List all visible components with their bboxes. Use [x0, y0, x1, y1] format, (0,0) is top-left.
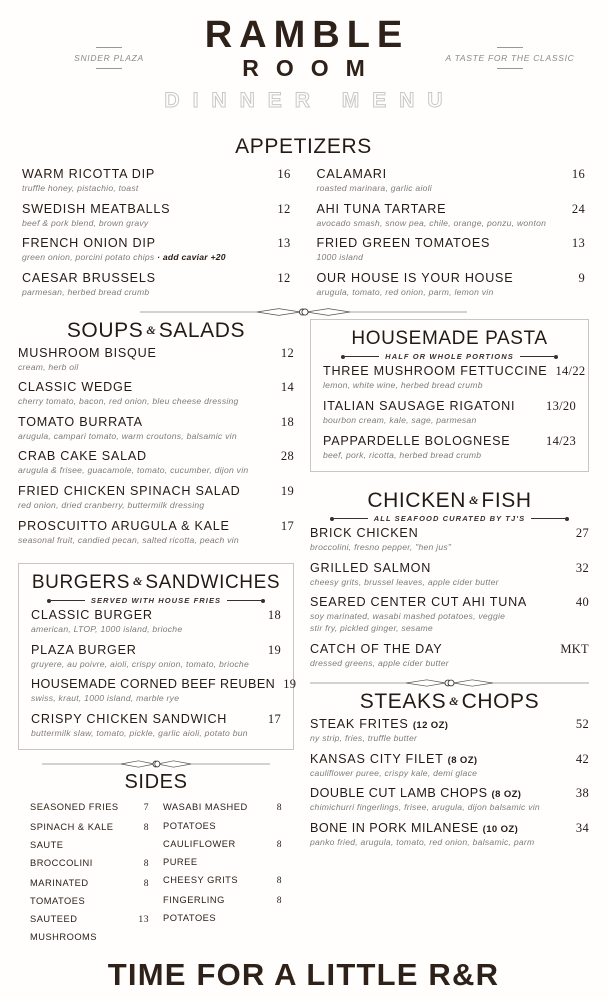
title-part-a: SOUPS	[66, 319, 144, 343]
menu-item	[22, 202, 291, 230]
steaks-chops-title	[310, 690, 589, 713]
item-description	[22, 252, 280, 264]
rule-bottom-left	[96, 68, 122, 69]
menu-kicker: DINNER MENU	[164, 89, 456, 113]
item-name: THREE MUSHROOM FETTUCCINE	[323, 364, 548, 379]
item-description: soy marinated, wasabi mashed potatoes, veggie stir fry, pickled ginger, sesame	[310, 611, 506, 634]
appetizers-right-column	[317, 164, 586, 305]
item-description: beef, pork, ricotta, herbed bread crumb	[323, 449, 482, 460]
menu-item	[31, 677, 297, 705]
side-name: SEASONED FRIES	[30, 802, 119, 813]
side-price: 8	[143, 858, 149, 870]
sides-left-list	[30, 798, 149, 946]
item-weight: (8 OZ)	[491, 789, 522, 801]
item-name: PAPPARDELLE BOLOGNESE	[323, 433, 511, 448]
footer-tagline: TIME FOR A LITTLE R&R	[107, 956, 500, 992]
subtitle-bar-left	[51, 600, 85, 601]
side-name: FINGERLING POTATOES	[163, 894, 225, 923]
menu-item	[310, 561, 589, 589]
appetizers-right-list	[317, 167, 586, 298]
item-name: FRENCH ONION DIP	[22, 236, 156, 251]
item-price: 14/22	[555, 364, 586, 379]
item-weight: (10 OZ)	[482, 824, 519, 836]
item-description: broccolini, fresno pepper, "hen jus"	[310, 542, 452, 553]
item-name	[310, 717, 448, 732]
item-weight: (8 OZ)	[447, 754, 478, 766]
burgers-sandwiches-list	[31, 608, 297, 739]
item-weight: (12 OZ)	[412, 720, 449, 732]
side-item	[30, 874, 149, 910]
ornament-divider-icon	[140, 305, 467, 319]
side-name: SAUTEED MUSHROOMS	[30, 914, 97, 943]
sides-columns	[18, 798, 294, 946]
subtitle-bar-left	[334, 518, 368, 519]
sides-title: SIDES	[124, 771, 188, 794]
item-description: 1000 island	[316, 252, 364, 263]
item-price: 24	[571, 201, 585, 216]
item-price: 18	[267, 608, 281, 623]
brand-name-line1: RAMBLE	[204, 14, 410, 56]
item-description: american, LTOP, 1000 island, brioche	[31, 624, 183, 635]
menu-item	[317, 236, 586, 264]
item-price: 18	[280, 414, 294, 429]
item-price: 13	[571, 236, 585, 251]
title-part-b: CHOPS	[461, 690, 540, 714]
title-part-b: SANDWICHES	[145, 572, 281, 594]
header-tag-left-text: SNIDER PLAZA	[74, 53, 144, 63]
item-description: truffle honey, pistachio, toast	[22, 183, 139, 194]
item-name: ITALIAN SAUSAGE RIGATONI	[323, 398, 516, 413]
chicken-fish-list	[310, 526, 589, 669]
menu-footer	[0, 957, 607, 993]
item-name: CRISPY CHICKEN SANDWICH	[31, 711, 228, 726]
divider-steaks-wrap	[310, 676, 589, 690]
side-price: 8	[276, 894, 282, 906]
soups-salads-list	[18, 346, 294, 547]
item-description: bourbon cream, kale, sage, parmesan	[323, 414, 477, 425]
item-description: seasonal fruit, candied pecan, salted ricotta, peach vin	[18, 534, 239, 545]
burgers-sandwiches-subtitle	[31, 596, 281, 605]
item-description: cheesy grits, brussel leaves, apple cider butter	[310, 576, 499, 587]
burgers-sandwiches-title	[31, 573, 281, 594]
item-price: 17	[267, 711, 281, 726]
title-part-a: CHICKEN	[367, 489, 467, 513]
item-name-text: STEAK FRITES	[310, 717, 409, 732]
side-item	[30, 910, 149, 946]
side-item	[30, 818, 149, 854]
ampersand-glyph: &	[469, 493, 479, 508]
side-item	[30, 798, 149, 818]
item-name: OUR HOUSE IS YOUR HOUSE	[316, 270, 514, 285]
menu-item	[310, 786, 589, 814]
menu-item	[18, 519, 294, 547]
title-part-a: BURGERS	[31, 572, 131, 594]
appetizers-left-column	[22, 164, 291, 305]
item-description: cauliflower puree, crispy kale, demi glace	[310, 767, 478, 778]
divider-sides-wrap	[18, 757, 294, 771]
menu-item	[22, 271, 291, 299]
sides-right-list	[163, 798, 282, 946]
item-name: SEARED CENTER CUT AHI TUNA	[310, 595, 528, 610]
item-description: arugula & frisee, guacamole, tomato, cucumber, dijon vin	[18, 465, 249, 476]
item-name-text: DOUBLE CUT LAMB CHOPS	[310, 786, 488, 801]
item-name: SWEDISH MEATBALLS	[22, 201, 171, 216]
menu-item	[310, 717, 589, 745]
subtitle-bar-right	[227, 600, 261, 601]
item-name: BRICK CHICKEN	[310, 526, 419, 541]
menu-item	[18, 484, 294, 512]
item-price: 13	[277, 236, 291, 251]
item-name: PROSCUITTO ARUGULA & KALE	[18, 518, 230, 533]
item-description: cherry tomato, bacon, red onion, bleu cheese dressing	[18, 396, 239, 407]
side-price: 7	[143, 802, 149, 814]
chicken-fish-title	[310, 489, 589, 512]
ampersand-glyph: &	[146, 323, 156, 338]
side-name: CHEESY GRITS	[163, 874, 239, 885]
side-price: 8	[276, 838, 282, 850]
subtitle-bar-right	[520, 356, 554, 357]
item-description: buttermilk slaw, tomato, pickle, garlic aioli, potato bun	[31, 727, 248, 738]
left-column	[18, 319, 300, 946]
menu-header	[0, 0, 607, 135]
subtitle-text: SERVED WITH HOUSE FRIES	[90, 596, 222, 606]
right-column	[300, 319, 589, 946]
item-price: 52	[575, 717, 589, 732]
section-soups-salads	[18, 319, 294, 546]
item-description: arugula, campari tomato, warm croutons, balsamic vin	[18, 430, 237, 441]
item-name: WARM RICOTTA DIP	[22, 167, 156, 182]
menu-item	[317, 202, 586, 230]
side-item	[163, 835, 282, 871]
side-name: WASABI MASHED POTATOES	[163, 802, 248, 831]
item-name: CATCH OF THE DAY	[310, 641, 443, 656]
item-description: panko fried, arugula, tomato, red onion, balsamic, parm	[310, 837, 535, 848]
menu-item	[18, 346, 294, 374]
appetizers-title: APPETIZERS	[235, 135, 372, 158]
housemade-pasta-title: HOUSEMADE PASTA	[351, 328, 548, 350]
item-description: gruyere, au poivre, aioli, crispy onion, tomato, brioche	[31, 658, 249, 669]
subtitle-bar-right	[531, 518, 565, 519]
item-price: 42	[575, 751, 589, 766]
rule-top-left	[96, 47, 122, 48]
item-name-text: BONE IN PORK MILANESE	[310, 821, 479, 836]
appetizers-columns	[0, 164, 607, 305]
side-price: 8	[276, 874, 282, 886]
menu-item	[18, 449, 294, 477]
title-part-b: SALADS	[158, 319, 246, 343]
item-price: 19	[267, 642, 281, 657]
menu-item	[22, 167, 291, 195]
menu-item	[310, 752, 589, 780]
menu-item	[22, 236, 291, 264]
side-name: BROCCOLINI	[30, 858, 93, 869]
item-price: 16	[277, 167, 291, 182]
ampersand-glyph: &	[449, 694, 459, 709]
appetizers-left-list	[22, 167, 291, 298]
side-price: 8	[143, 878, 149, 890]
side-price: 8	[143, 822, 149, 834]
section-burgers-sandwiches	[18, 563, 297, 750]
menu-item	[18, 415, 294, 443]
item-description: cream, herb oil	[18, 361, 79, 372]
menu-item	[31, 608, 281, 636]
item-price: 12	[277, 270, 291, 285]
header-tag-left	[34, 42, 184, 74]
item-description: beef & pork blend, brown gravy	[22, 217, 149, 228]
item-name: FRIED GREEN TOMATOES	[316, 236, 491, 251]
menu-item	[310, 526, 589, 554]
item-price: 12	[277, 201, 291, 216]
item-name-text: KANSAS CITY FILET	[310, 751, 444, 766]
side-item	[163, 871, 282, 891]
item-name: FRIED CHICKEN SPINACH SALAD	[18, 483, 241, 498]
side-price: 8	[276, 802, 282, 814]
ornament-divider-icon	[310, 676, 589, 690]
header-tag-right-text: A TASTE FOR THE CLASSIC	[445, 53, 575, 63]
menu-body	[0, 319, 607, 946]
side-item	[163, 891, 282, 927]
subtitle-bar-left	[345, 356, 379, 357]
item-name: TOMATO BURRATA	[18, 414, 143, 429]
menu-item	[31, 643, 281, 671]
menu-item	[317, 167, 586, 195]
rule-bottom-right	[497, 68, 523, 69]
item-description-addon: · add caviar +20	[154, 252, 226, 263]
item-description: arugula, tomato, red onion, parm, lemon vin	[316, 286, 494, 297]
item-price: 17	[280, 518, 294, 533]
side-price: 13	[138, 914, 149, 926]
soups-salads-title	[18, 319, 294, 342]
item-name: CALAMARI	[316, 167, 387, 182]
item-price: 34	[575, 821, 589, 836]
item-description-text: green onion, porcini potato chips	[22, 252, 155, 263]
steaks-chops-list	[310, 717, 589, 848]
side-name: SPINACH & KALE SAUTE	[30, 822, 114, 851]
subtitle-text: ALL SEAFOOD CURATED BY TJ'S	[373, 514, 526, 524]
section-chicken-fish	[310, 489, 589, 669]
menu-item	[31, 712, 281, 740]
item-price: 13/20	[546, 398, 576, 413]
item-name	[310, 821, 518, 836]
item-price: 9	[578, 270, 585, 285]
menu-item	[18, 380, 294, 408]
rule-top-right	[497, 47, 523, 48]
item-description: parmesan, herbed bread crumb	[22, 286, 150, 297]
item-price: 28	[280, 449, 294, 464]
subtitle-text: HALF OR WHOLE PORTIONS	[385, 352, 514, 362]
item-name: HOUSEMADE CORNED BEEF REUBEN	[31, 677, 276, 692]
item-price: MKT	[560, 641, 589, 656]
menu-item	[323, 399, 576, 427]
title-part-a: STEAKS	[359, 690, 447, 714]
item-name: CLASSIC WEDGE	[18, 380, 133, 395]
section-housemade-pasta	[310, 319, 589, 472]
chicken-fish-subtitle	[310, 514, 589, 523]
menu-item	[323, 434, 576, 462]
section-steaks-chops	[310, 690, 589, 848]
item-name: CLASSIC BURGER	[31, 608, 153, 623]
header-tag-right	[435, 42, 585, 74]
menu-item	[310, 595, 589, 634]
item-description: dressed greens, apple cider butter	[310, 657, 449, 668]
item-price: 16	[571, 167, 585, 182]
item-name: CAESAR BRUSSELS	[22, 270, 156, 285]
item-price: 32	[575, 560, 589, 575]
item-description: ny strip, fries, truffle butter	[310, 733, 418, 744]
side-name: CAULIFLOWER PUREE	[163, 838, 236, 867]
menu-item	[310, 642, 589, 670]
title-part-b: FISH	[481, 489, 532, 513]
menu-item	[323, 364, 586, 392]
item-price: 38	[575, 786, 589, 801]
menu-item	[317, 271, 586, 299]
item-name	[310, 752, 477, 767]
section-sides	[18, 771, 294, 946]
side-item	[163, 798, 282, 834]
ornament-divider-icon	[42, 757, 270, 771]
item-price: 19	[280, 483, 294, 498]
item-price: 12	[280, 345, 294, 360]
side-name: MARINATED TOMATOES	[30, 878, 89, 907]
item-name: GRILLED SALMON	[310, 560, 432, 575]
item-description: red onion, dried cranberry, buttermilk dressing	[18, 499, 205, 510]
housemade-pasta-subtitle	[323, 352, 576, 361]
item-description: swiss, kraut, 1000 island, marble rye	[31, 693, 180, 704]
menu-item	[310, 821, 589, 849]
side-item	[30, 854, 149, 874]
item-name: PLAZA BURGER	[31, 642, 137, 657]
item-price: 19	[283, 677, 297, 692]
item-price: 40	[575, 595, 589, 610]
item-name: MUSHROOM BISQUE	[18, 345, 157, 360]
item-price: 14/23	[546, 433, 576, 448]
item-description: chimichurri fingerlings, frisee, arugula, dijon balsamic vin	[310, 802, 540, 813]
housemade-pasta-list	[323, 364, 586, 461]
item-name: CRAB CAKE SALAD	[18, 449, 147, 464]
item-name: AHI TUNA TARTARE	[316, 201, 447, 216]
item-name	[310, 786, 521, 801]
item-price: 27	[575, 526, 589, 541]
section-appetizers	[0, 135, 607, 305]
item-price: 14	[280, 380, 294, 395]
item-description: avocado smash, snow pea, chile, orange, ponzu, wonton	[316, 217, 547, 228]
item-description: lemon, white wine, herbed bread crumb	[323, 380, 483, 391]
item-description: roasted marinara, garlic aioli	[316, 183, 432, 194]
brand-name-line2: ROOM	[242, 54, 382, 81]
ampersand-glyph: &	[133, 574, 143, 589]
divider-appetizers-wrap	[0, 305, 607, 319]
